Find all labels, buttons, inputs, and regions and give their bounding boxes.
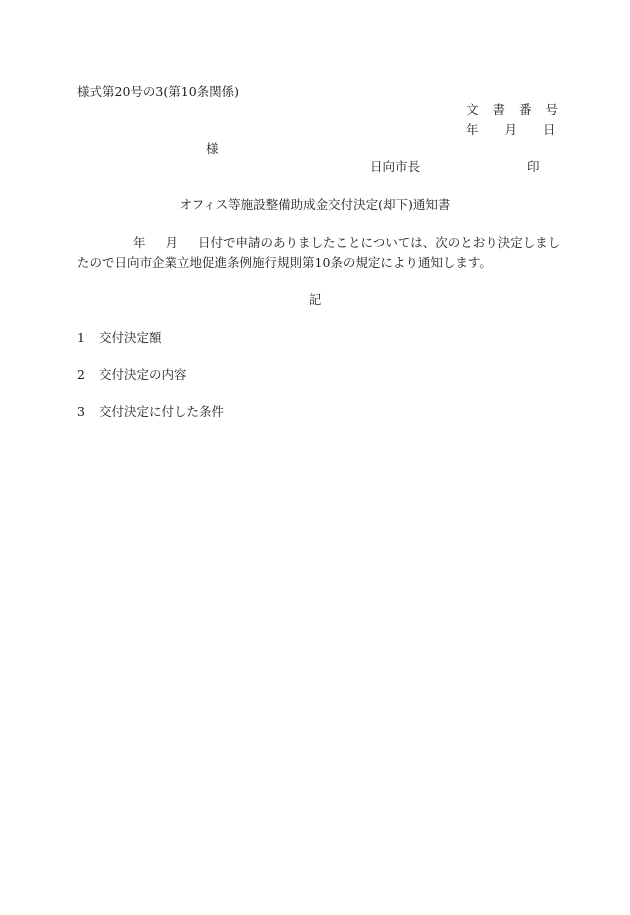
body-text-line-2: たので日向市企業立地促進条例施行規則第10条の規定により通知します。: [77, 255, 492, 270]
list-item: 1 交付決定額: [77, 330, 162, 345]
body-text-line-1: 年 月 日付で申請のありましたことについては、次のとおり決定しまし: [133, 235, 561, 250]
list-item: 3 交付決定に付した条件: [77, 404, 224, 419]
issue-date-label: 年 月 日: [466, 122, 556, 137]
form-number: 様式第20号の3(第10条関係): [77, 84, 240, 99]
document-number-label: 文 書 番 号: [466, 102, 559, 117]
list-item: 2 交付決定の内容: [77, 367, 187, 382]
issuer-name: 日向市長: [370, 159, 421, 174]
seal-mark: 印: [527, 159, 540, 174]
addressee-suffix: 様: [206, 141, 219, 156]
document-title: オフィス等施設整備助成金交付決定(却下)通知書: [179, 197, 451, 212]
ki-heading: 記: [308, 292, 322, 307]
